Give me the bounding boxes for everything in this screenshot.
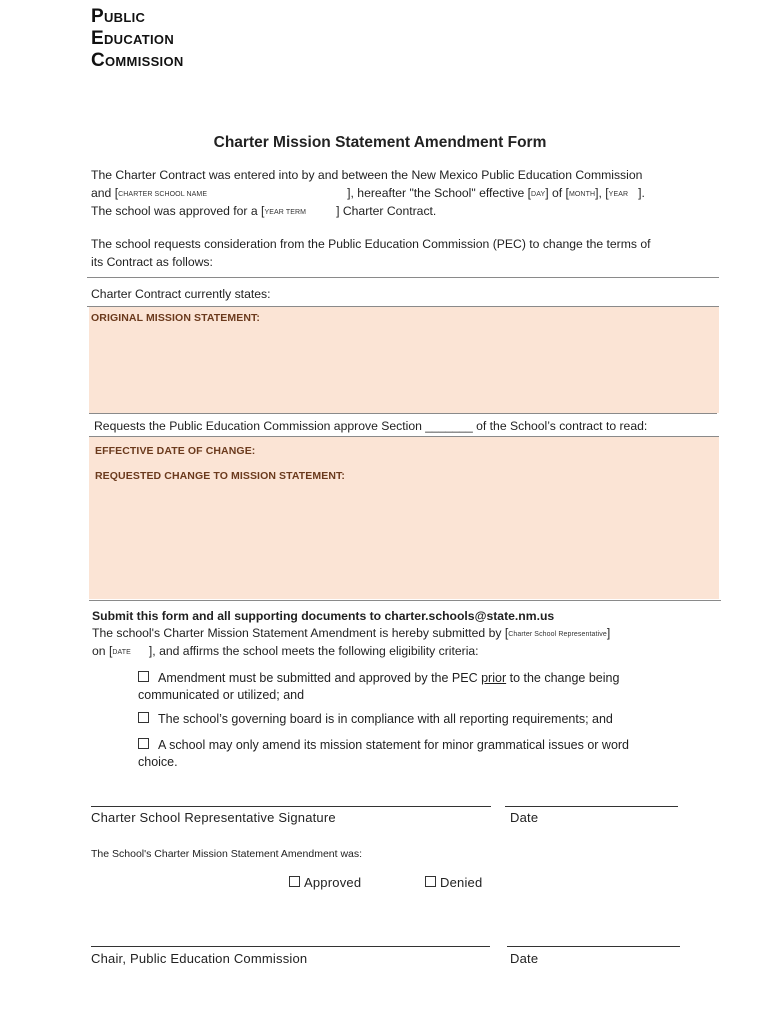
outcome-text: The School's Charter Mission Statement Amendment was: (91, 848, 363, 860)
representative-date-label: Date (510, 810, 539, 825)
org-line-2: Education (91, 28, 175, 49)
divider (87, 277, 719, 278)
representative-field[interactable]: Charter School Representative (508, 631, 607, 638)
term-field[interactable]: YEAR TERM (264, 209, 307, 216)
form-title: Charter Mission Statement Amendment Form (213, 134, 547, 151)
representative-signature-line[interactable] (91, 806, 491, 807)
denied-option: Denied (425, 875, 482, 890)
approved-checkbox[interactable] (289, 876, 300, 887)
criterion-3-checkbox[interactable] (138, 738, 149, 749)
date-field[interactable]: DATE (112, 649, 131, 656)
denied-checkbox[interactable] (425, 876, 436, 887)
org-line-1: Public (91, 6, 146, 27)
year-field[interactable]: YEAR (608, 191, 629, 198)
requested-change-box[interactable] (89, 437, 719, 599)
chair-date-label: Date (510, 951, 539, 966)
current-label: Charter Contract currently states: (91, 287, 271, 301)
submit-instruction: Submit this form and all supporting documents to charter.schools@state.nm.us (92, 609, 555, 623)
intro-line-1: The Charter Contract was entered into by and between the New Mexico Public Education Commission (91, 168, 643, 182)
criterion-1: Amendment must be submitted and approved by the PEC prior to the change being communicated or utilized; and (138, 671, 620, 702)
divider (89, 600, 721, 601)
day-field[interactable]: DAY (531, 191, 546, 198)
representative-date-line[interactable] (505, 806, 678, 807)
request-line-2: its Contract as follows: (91, 255, 213, 269)
requested-change-label: REQUESTED CHANGE TO MISSION STATEMENT: (95, 470, 345, 482)
criterion-1-checkbox[interactable] (138, 671, 149, 682)
approved-option: Approved (289, 875, 361, 890)
request-line-1: The school requests consideration from the Public Education Commission (PEC) to change the terms of (91, 237, 651, 251)
chair-signature-line[interactable] (91, 946, 490, 947)
divider (89, 413, 717, 414)
representative-signature-label: Charter School Representative Signature (91, 810, 336, 825)
submit-line-2: The school's Charter Mission Statement Amendment is hereby submitted by [Charter School Representative] (92, 626, 611, 640)
original-mission-box[interactable] (89, 307, 719, 413)
chair-signature-label: Chair, Public Education Commission (91, 951, 308, 966)
org-line-3: Commission (91, 50, 184, 71)
intro-line-2: and [CHARTER SCHOOL NAME ], hereafter "the School" effective [DAY] of [MONTH], [YEAR ]. (91, 186, 645, 200)
school-name-field[interactable]: CHARTER SCHOOL NAME (118, 191, 208, 198)
section-request-text: Requests the Public Education Commission approve Section _______ of the School’s contract to read: (94, 419, 648, 433)
submit-line-3: on [DATE ], and affirms the school meets the following eligibility criteria: (92, 644, 479, 658)
intro-line-3: The school was approved for a [YEAR TERM ] Charter Contract. (91, 204, 437, 218)
original-mission-label: ORIGINAL MISSION STATEMENT: (91, 312, 260, 324)
criterion-3: A school may only amend its mission statement for minor grammatical issues or word choice. (138, 738, 630, 769)
effective-date-label: EFFECTIVE DATE OF CHANGE: (95, 445, 256, 457)
criterion-2: The school’s governing board is in compliance with all reporting requirements; and (138, 711, 678, 728)
organization-name (91, 6, 184, 72)
chair-date-line[interactable] (507, 946, 680, 947)
criterion-2-checkbox[interactable] (138, 712, 149, 723)
month-field[interactable]: MONTH (568, 191, 596, 198)
